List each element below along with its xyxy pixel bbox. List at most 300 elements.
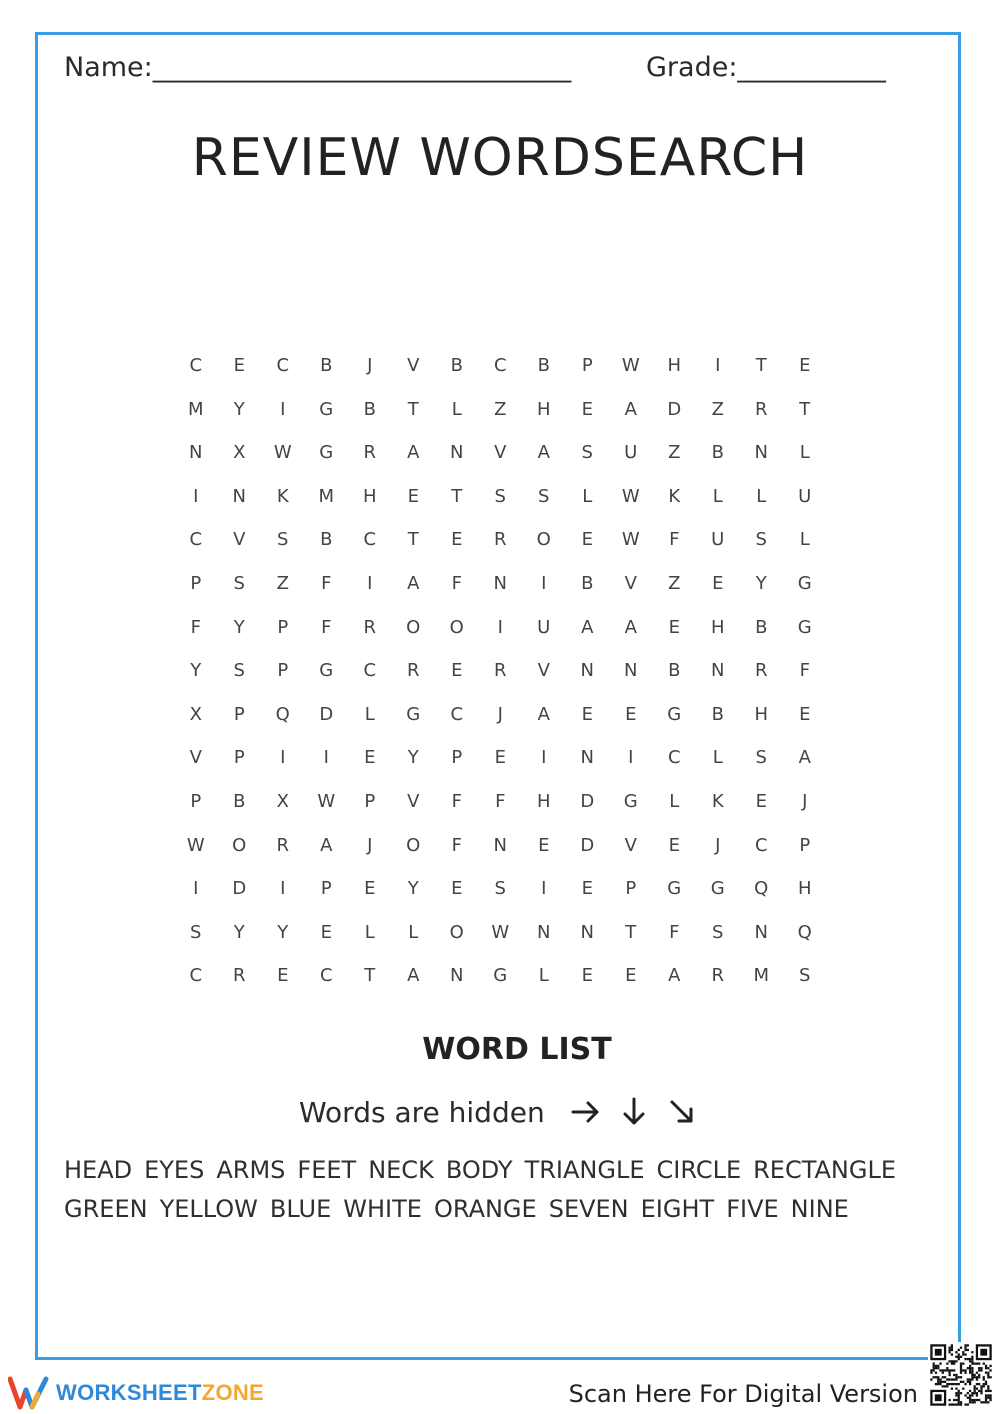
grid-cell[interactable]: P	[277, 616, 289, 638]
grid-cell[interactable]: L	[756, 485, 767, 507]
grid-cell[interactable]: S	[494, 878, 506, 900]
qr-module	[976, 1399, 978, 1401]
grid-cell[interactable]: E	[581, 398, 593, 420]
qr-module	[935, 1383, 937, 1385]
grid-cell[interactable]: M	[187, 398, 204, 420]
grid-cell[interactable]: H	[667, 355, 682, 376]
qr-module	[980, 1349, 987, 1356]
grid-cell[interactable]: T	[451, 485, 463, 507]
grid-cell[interactable]: N	[450, 965, 464, 987]
qr-module	[955, 1376, 957, 1378]
qr-module	[969, 1397, 971, 1399]
grid-cell[interactable]: V	[537, 660, 550, 682]
grid-cell[interactable]: B	[755, 616, 768, 638]
grid-cell[interactable]: E	[451, 529, 463, 551]
grid-cell[interactable]: W	[186, 834, 205, 856]
grid-cell[interactable]: I	[541, 572, 547, 594]
qr-code-icon[interactable]	[928, 1342, 994, 1408]
qr-module	[958, 1358, 960, 1360]
grid-cell[interactable]: I	[541, 747, 547, 769]
grid-cell[interactable]: V	[624, 834, 637, 856]
grid-cell[interactable]: F	[190, 616, 201, 638]
grid-cell[interactable]: N	[580, 660, 594, 682]
grid-cell[interactable]: J	[497, 703, 503, 725]
grid-cell[interactable]: X	[276, 790, 289, 812]
grid-cell[interactable]: C	[363, 529, 377, 551]
qr-module	[974, 1399, 976, 1401]
grade-field-label[interactable]: Grade:___________	[646, 52, 886, 83]
grid-cell[interactable]: R	[232, 965, 246, 987]
grid-cell[interactable]: P	[451, 747, 463, 769]
grid-cell[interactable]: Y	[233, 921, 245, 943]
grid-cell[interactable]: C	[276, 355, 290, 376]
grid-cell[interactable]: W	[621, 355, 640, 376]
grid-cell[interactable]: P	[233, 747, 245, 769]
grid-cell[interactable]: S	[233, 572, 245, 594]
grid-cell[interactable]: N	[232, 485, 246, 507]
grid-cell[interactable]: H	[797, 878, 812, 900]
grid-cell[interactable]: M	[318, 485, 335, 507]
grid-cell[interactable]: L	[582, 485, 593, 507]
grid-cell[interactable]: L	[364, 921, 375, 943]
grid-cell[interactable]: K	[276, 485, 289, 507]
grid-cell[interactable]: O	[406, 616, 421, 638]
grid-cell[interactable]: S	[799, 965, 811, 987]
grid-cell[interactable]: N	[450, 442, 464, 464]
grid-cell[interactable]: C	[319, 965, 333, 987]
grid-cell[interactable]: F	[669, 529, 680, 551]
grid-cell[interactable]: R	[754, 398, 768, 420]
word-list-item: HEAD	[64, 1156, 133, 1184]
grid-cell[interactable]: I	[280, 398, 286, 420]
grid-cell[interactable]: I	[497, 616, 503, 638]
grid-cell[interactable]: Z	[711, 398, 724, 420]
grid-cell[interactable]: R	[276, 834, 289, 856]
grid-cell[interactable]: E	[581, 965, 593, 987]
grid-cell[interactable]: A	[537, 442, 550, 464]
page-title: REVIEW WORDSEARCH	[191, 128, 809, 188]
qr-module	[974, 1401, 976, 1403]
qr-module	[948, 1374, 950, 1376]
qr-module	[951, 1360, 953, 1362]
qr-module	[985, 1401, 987, 1403]
grid-cell[interactable]: F	[451, 790, 462, 812]
grid-cell[interactable]: E	[581, 703, 593, 725]
grid-cell[interactable]: Y	[277, 921, 289, 943]
qr-module	[980, 1369, 982, 1371]
grid-cell[interactable]: S	[277, 529, 289, 551]
grid-cell[interactable]: T	[625, 921, 637, 943]
grid-cell[interactable]: B	[233, 790, 246, 812]
grid-cell[interactable]: V	[189, 747, 202, 769]
student-info	[64, 52, 924, 92]
grid-cell[interactable]: E	[320, 921, 332, 943]
qr-module	[969, 1399, 971, 1401]
qr-module	[967, 1378, 969, 1380]
grid-cell[interactable]: K	[668, 485, 681, 507]
grid-cell[interactable]: H	[754, 703, 769, 725]
grid-cell[interactable]: G	[406, 703, 421, 725]
grid-cell[interactable]: V	[407, 790, 420, 812]
grid-cell[interactable]: F	[669, 921, 680, 943]
grid-cell[interactable]: N	[580, 747, 594, 769]
grid-cell[interactable]: S	[755, 529, 767, 551]
grid-cell[interactable]: H	[536, 398, 551, 420]
grid-cell[interactable]: N	[580, 921, 594, 943]
grid-cell[interactable]: E	[364, 747, 376, 769]
grid-cell[interactable]: A	[798, 747, 811, 769]
grid-cell[interactable]: P	[364, 790, 376, 812]
grid-cell[interactable]: G	[493, 965, 508, 987]
grid-cell[interactable]: R	[493, 660, 507, 682]
grid-cell[interactable]: W	[273, 442, 292, 464]
word-list-item: NINE	[790, 1195, 849, 1223]
grid-cell[interactable]: E	[755, 790, 767, 812]
grid-cell[interactable]: C	[450, 703, 464, 725]
grid-cell[interactable]: L	[799, 442, 810, 464]
qr-module	[942, 1372, 944, 1374]
grid-cell[interactable]: N	[754, 442, 768, 464]
grid-cell[interactable]: F	[451, 834, 462, 856]
grid-cell[interactable]: X	[233, 442, 246, 464]
grid-cell[interactable]: G	[319, 398, 334, 420]
grid-cell[interactable]: G	[797, 616, 812, 638]
grid-cell[interactable]: I	[280, 747, 286, 769]
grid-cell[interactable]: C	[667, 747, 681, 769]
qr-module	[960, 1372, 962, 1374]
grid-cell[interactable]: S	[712, 921, 724, 943]
grid-cell[interactable]: C	[493, 355, 507, 376]
qr-module	[958, 1397, 960, 1399]
grid-cell[interactable]: E	[451, 660, 463, 682]
grid-cell[interactable]: S	[494, 485, 506, 507]
grid-cell[interactable]: B	[711, 703, 724, 725]
grid-cell[interactable]: E	[799, 703, 811, 725]
qr-module	[985, 1390, 987, 1392]
qr-module	[948, 1347, 950, 1349]
qr-module	[978, 1369, 980, 1371]
grid-cell[interactable]: B	[711, 442, 724, 464]
grid-cell[interactable]: F	[451, 572, 462, 594]
grid-cell[interactable]: G	[319, 442, 334, 464]
grid-cell[interactable]: T	[799, 398, 811, 420]
grid-cell[interactable]: D	[580, 834, 595, 856]
word-list-title: WORD LIST	[422, 1032, 612, 1067]
grid-cell[interactable]: T	[755, 355, 767, 376]
grid-cell[interactable]: E	[625, 965, 637, 987]
grid-cell[interactable]: L	[408, 921, 419, 943]
grid-cell[interactable]: J	[367, 834, 373, 856]
grid-cell[interactable]: N	[189, 442, 203, 464]
grid-cell[interactable]: E	[277, 965, 289, 987]
grid-cell[interactable]: R	[754, 660, 768, 682]
grid-cell[interactable]: F	[799, 660, 810, 682]
grid-cell[interactable]: A	[624, 616, 637, 638]
word-list-item: BODY	[445, 1156, 513, 1184]
grid-cell[interactable]: B	[363, 398, 376, 420]
qr-module	[969, 1381, 971, 1383]
grid-cell[interactable]: S	[538, 485, 550, 507]
grid-cell[interactable]: G	[667, 878, 682, 900]
grid-cell[interactable]: N	[754, 921, 768, 943]
qr-module	[933, 1369, 935, 1371]
grid-cell[interactable]: T	[407, 398, 419, 420]
grid-cell[interactable]: X	[189, 703, 202, 725]
qr-module	[971, 1356, 973, 1358]
grid-cell[interactable]: B	[537, 355, 550, 376]
grid-cell[interactable]: E	[668, 834, 680, 856]
grid-cell[interactable]: L	[799, 529, 810, 551]
grid-cell[interactable]: Y	[190, 660, 202, 682]
grid-cell[interactable]: A	[581, 616, 594, 638]
qr-module	[942, 1369, 944, 1371]
grid-cell[interactable]: F	[321, 616, 332, 638]
grid-cell[interactable]: E	[581, 878, 593, 900]
grid-cell[interactable]: E	[581, 529, 593, 551]
qr-module	[951, 1369, 953, 1371]
grid-cell[interactable]: A	[407, 442, 420, 464]
grid-cell[interactable]: C	[189, 965, 203, 987]
grid-cell[interactable]: S	[190, 921, 202, 943]
grid-cell[interactable]: P	[190, 572, 202, 594]
grid-cell[interactable]: W	[317, 790, 336, 812]
grid-cell[interactable]: B	[320, 355, 333, 376]
qr-module	[948, 1383, 950, 1385]
grid-cell[interactable]: W	[621, 485, 640, 507]
grid-cell[interactable]: E	[538, 834, 550, 856]
grid-cell[interactable]: P	[581, 355, 593, 376]
grid-cell[interactable]: N	[537, 921, 551, 943]
grid-cell[interactable]: T	[407, 529, 419, 551]
grid-cell[interactable]: K	[711, 790, 724, 812]
grid-cell[interactable]: V	[407, 355, 420, 376]
grid-cell[interactable]: I	[193, 485, 199, 507]
grid-cell[interactable]: E	[451, 878, 463, 900]
qr-module	[955, 1378, 957, 1380]
grid-cell[interactable]: N	[711, 660, 725, 682]
grid-cell[interactable]: G	[319, 660, 334, 682]
grid-cell[interactable]: J	[367, 355, 373, 376]
grid-cell[interactable]: N	[624, 660, 638, 682]
qr-module	[971, 1351, 973, 1353]
grid-cell[interactable]: V	[624, 572, 637, 594]
word-list-item: FIVE	[726, 1195, 779, 1223]
grid-cell[interactable]: P	[233, 703, 245, 725]
grid-cell[interactable]: A	[537, 703, 550, 725]
qr-module	[989, 1390, 991, 1392]
brand-logo[interactable]	[8, 1375, 264, 1411]
qr-module	[933, 1367, 935, 1369]
grid-cell[interactable]: L	[364, 703, 375, 725]
grid-cell[interactable]: A	[407, 572, 420, 594]
grid-cell[interactable]: O	[449, 921, 464, 943]
qr-module	[958, 1403, 960, 1405]
qr-module	[955, 1394, 957, 1396]
grid-cell[interactable]: B	[581, 572, 594, 594]
grid-cell[interactable]: F	[321, 572, 332, 594]
grid-cell[interactable]: Q	[275, 703, 290, 725]
qr-module	[951, 1347, 953, 1349]
qr-module	[964, 1372, 966, 1374]
qr-module	[964, 1353, 966, 1355]
grid-cell[interactable]: I	[367, 572, 373, 594]
grid-cell[interactable]: L	[538, 965, 549, 987]
qr-module	[969, 1369, 971, 1371]
qr-module	[942, 1376, 944, 1378]
qr-module	[935, 1367, 937, 1369]
grid-cell[interactable]: R	[363, 616, 376, 638]
grid-cell[interactable]: I	[323, 747, 329, 769]
grid-cell[interactable]: N	[493, 572, 507, 594]
grid-cell[interactable]: I	[280, 878, 286, 900]
grid-cell[interactable]: Y	[233, 398, 245, 420]
grid-cell[interactable]: Y	[233, 616, 245, 638]
grid-cell[interactable]: Q	[754, 878, 769, 900]
grid-cell[interactable]: R	[363, 442, 376, 464]
grid-cell[interactable]: U	[537, 616, 551, 638]
qr-module	[960, 1401, 962, 1403]
grid-cell[interactable]: Z	[276, 572, 289, 594]
grid-cell[interactable]: W	[621, 529, 640, 551]
grid-cell[interactable]: E	[799, 355, 811, 376]
grid-cell[interactable]: G	[797, 572, 812, 594]
grid-cell[interactable]: R	[406, 660, 420, 682]
grid-cell[interactable]: B	[450, 355, 463, 376]
grid-cell[interactable]: W	[491, 921, 510, 943]
grid-cell[interactable]: L	[712, 747, 723, 769]
grid-cell[interactable]: O	[536, 529, 551, 551]
qr-module	[978, 1374, 980, 1376]
grid-cell[interactable]: L	[712, 485, 723, 507]
grid-cell[interactable]: E	[233, 355, 245, 376]
qr-module	[985, 1372, 987, 1374]
qr-module	[935, 1394, 942, 1401]
grid-cell[interactable]: O	[449, 616, 464, 638]
qr-module	[967, 1367, 969, 1369]
grid-cell[interactable]: Z	[668, 442, 681, 464]
grid-cell[interactable]: E	[494, 747, 506, 769]
grid-cell[interactable]: D	[319, 703, 334, 725]
grid-cell[interactable]: J	[802, 790, 808, 812]
grid-cell[interactable]: H	[710, 616, 725, 638]
grid-cell[interactable]: H	[536, 790, 551, 812]
grid-cell[interactable]: Y	[407, 878, 419, 900]
qr-module	[930, 1369, 932, 1371]
grid-cell[interactable]: I	[628, 747, 634, 769]
grid-cell[interactable]: L	[451, 398, 462, 420]
grid-cell[interactable]: O	[406, 834, 421, 856]
grid-cell[interactable]: J	[715, 834, 721, 856]
qr-module	[987, 1394, 989, 1396]
grid-cell[interactable]: F	[495, 790, 506, 812]
grid-cell[interactable]: S	[755, 747, 767, 769]
qr-module	[955, 1399, 957, 1401]
qr-module	[976, 1383, 978, 1385]
grid-cell[interactable]: Z	[668, 572, 681, 594]
grid-cell[interactable]: P	[190, 790, 202, 812]
grid-cell[interactable]: H	[362, 485, 377, 507]
grid-cell[interactable]: E	[364, 878, 376, 900]
grid-cell[interactable]: M	[753, 965, 770, 987]
qr-module	[948, 1360, 950, 1362]
grid-cell[interactable]: R	[493, 529, 507, 551]
qr-module	[969, 1358, 971, 1360]
qr-module	[967, 1392, 969, 1394]
grid-cell[interactable]: C	[189, 529, 203, 551]
grid-cell[interactable]: Y	[407, 747, 419, 769]
grid-cell[interactable]: P	[277, 660, 289, 682]
qr-module	[976, 1362, 978, 1364]
grid-cell[interactable]: I	[715, 355, 721, 376]
qr-module	[946, 1367, 948, 1369]
grid-cell[interactable]: I	[193, 878, 199, 900]
grid-cell[interactable]: G	[710, 878, 725, 900]
grid-cell[interactable]: S	[581, 442, 593, 464]
qr-module	[933, 1365, 935, 1367]
grid-cell[interactable]: D	[580, 790, 595, 812]
grid-cell[interactable]: P	[320, 878, 332, 900]
grid-cell[interactable]: A	[624, 398, 637, 420]
qr-module	[944, 1376, 946, 1378]
grid-cell[interactable]: C	[754, 834, 768, 856]
grid-cell[interactable]: B	[320, 529, 333, 551]
grid-cell[interactable]: E	[625, 703, 637, 725]
qr-module	[939, 1362, 941, 1364]
grid-cell[interactable]: A	[668, 965, 681, 987]
grid-cell[interactable]: A	[407, 965, 420, 987]
grid-cell[interactable]: E	[407, 485, 419, 507]
grid-cell[interactable]: I	[541, 878, 547, 900]
grid-cell[interactable]: V	[233, 529, 246, 551]
qr-module	[969, 1383, 971, 1385]
grid-cell[interactable]: E	[668, 616, 680, 638]
grid-cell[interactable]: D	[232, 878, 247, 900]
qr-module	[935, 1349, 942, 1356]
grid-cell[interactable]: D	[667, 398, 682, 420]
grid-cell[interactable]: R	[711, 965, 724, 987]
grid-cell[interactable]: V	[494, 442, 507, 464]
qr-module	[980, 1385, 982, 1387]
grid-cell[interactable]: E	[712, 572, 724, 594]
grid-cell[interactable]: U	[711, 529, 725, 551]
qr-module	[937, 1381, 939, 1383]
grid-cell[interactable]: U	[798, 485, 812, 507]
qr-module	[948, 1349, 950, 1351]
grid-cell[interactable]: S	[233, 660, 245, 682]
grid-cell[interactable]: N	[493, 834, 507, 856]
grid-cell[interactable]: B	[668, 660, 681, 682]
grid-cell[interactable]: A	[320, 834, 333, 856]
grid-cell[interactable]: C	[189, 355, 203, 376]
grid-cell[interactable]: U	[624, 442, 638, 464]
grid-cell[interactable]: O	[232, 834, 247, 856]
qr-module	[948, 1378, 950, 1380]
qr-module	[985, 1399, 987, 1401]
grid-cell[interactable]: P	[625, 878, 637, 900]
name-field-label[interactable]: Name:_______________________________	[64, 52, 572, 83]
grid-cell[interactable]: G	[623, 790, 638, 812]
grid-cell[interactable]: P	[799, 834, 811, 856]
grid-cell[interactable]: L	[669, 790, 680, 812]
word-list-item: ORANGE	[433, 1195, 537, 1223]
qr-module	[971, 1369, 973, 1371]
grid-cell[interactable]: C	[363, 660, 377, 682]
grid-cell[interactable]: Q	[797, 921, 812, 943]
grid-cell[interactable]: T	[364, 965, 376, 987]
grid-cell[interactable]: G	[667, 703, 682, 725]
grid-cell[interactable]: Z	[494, 398, 507, 420]
grid-cell[interactable]: Y	[755, 572, 767, 594]
